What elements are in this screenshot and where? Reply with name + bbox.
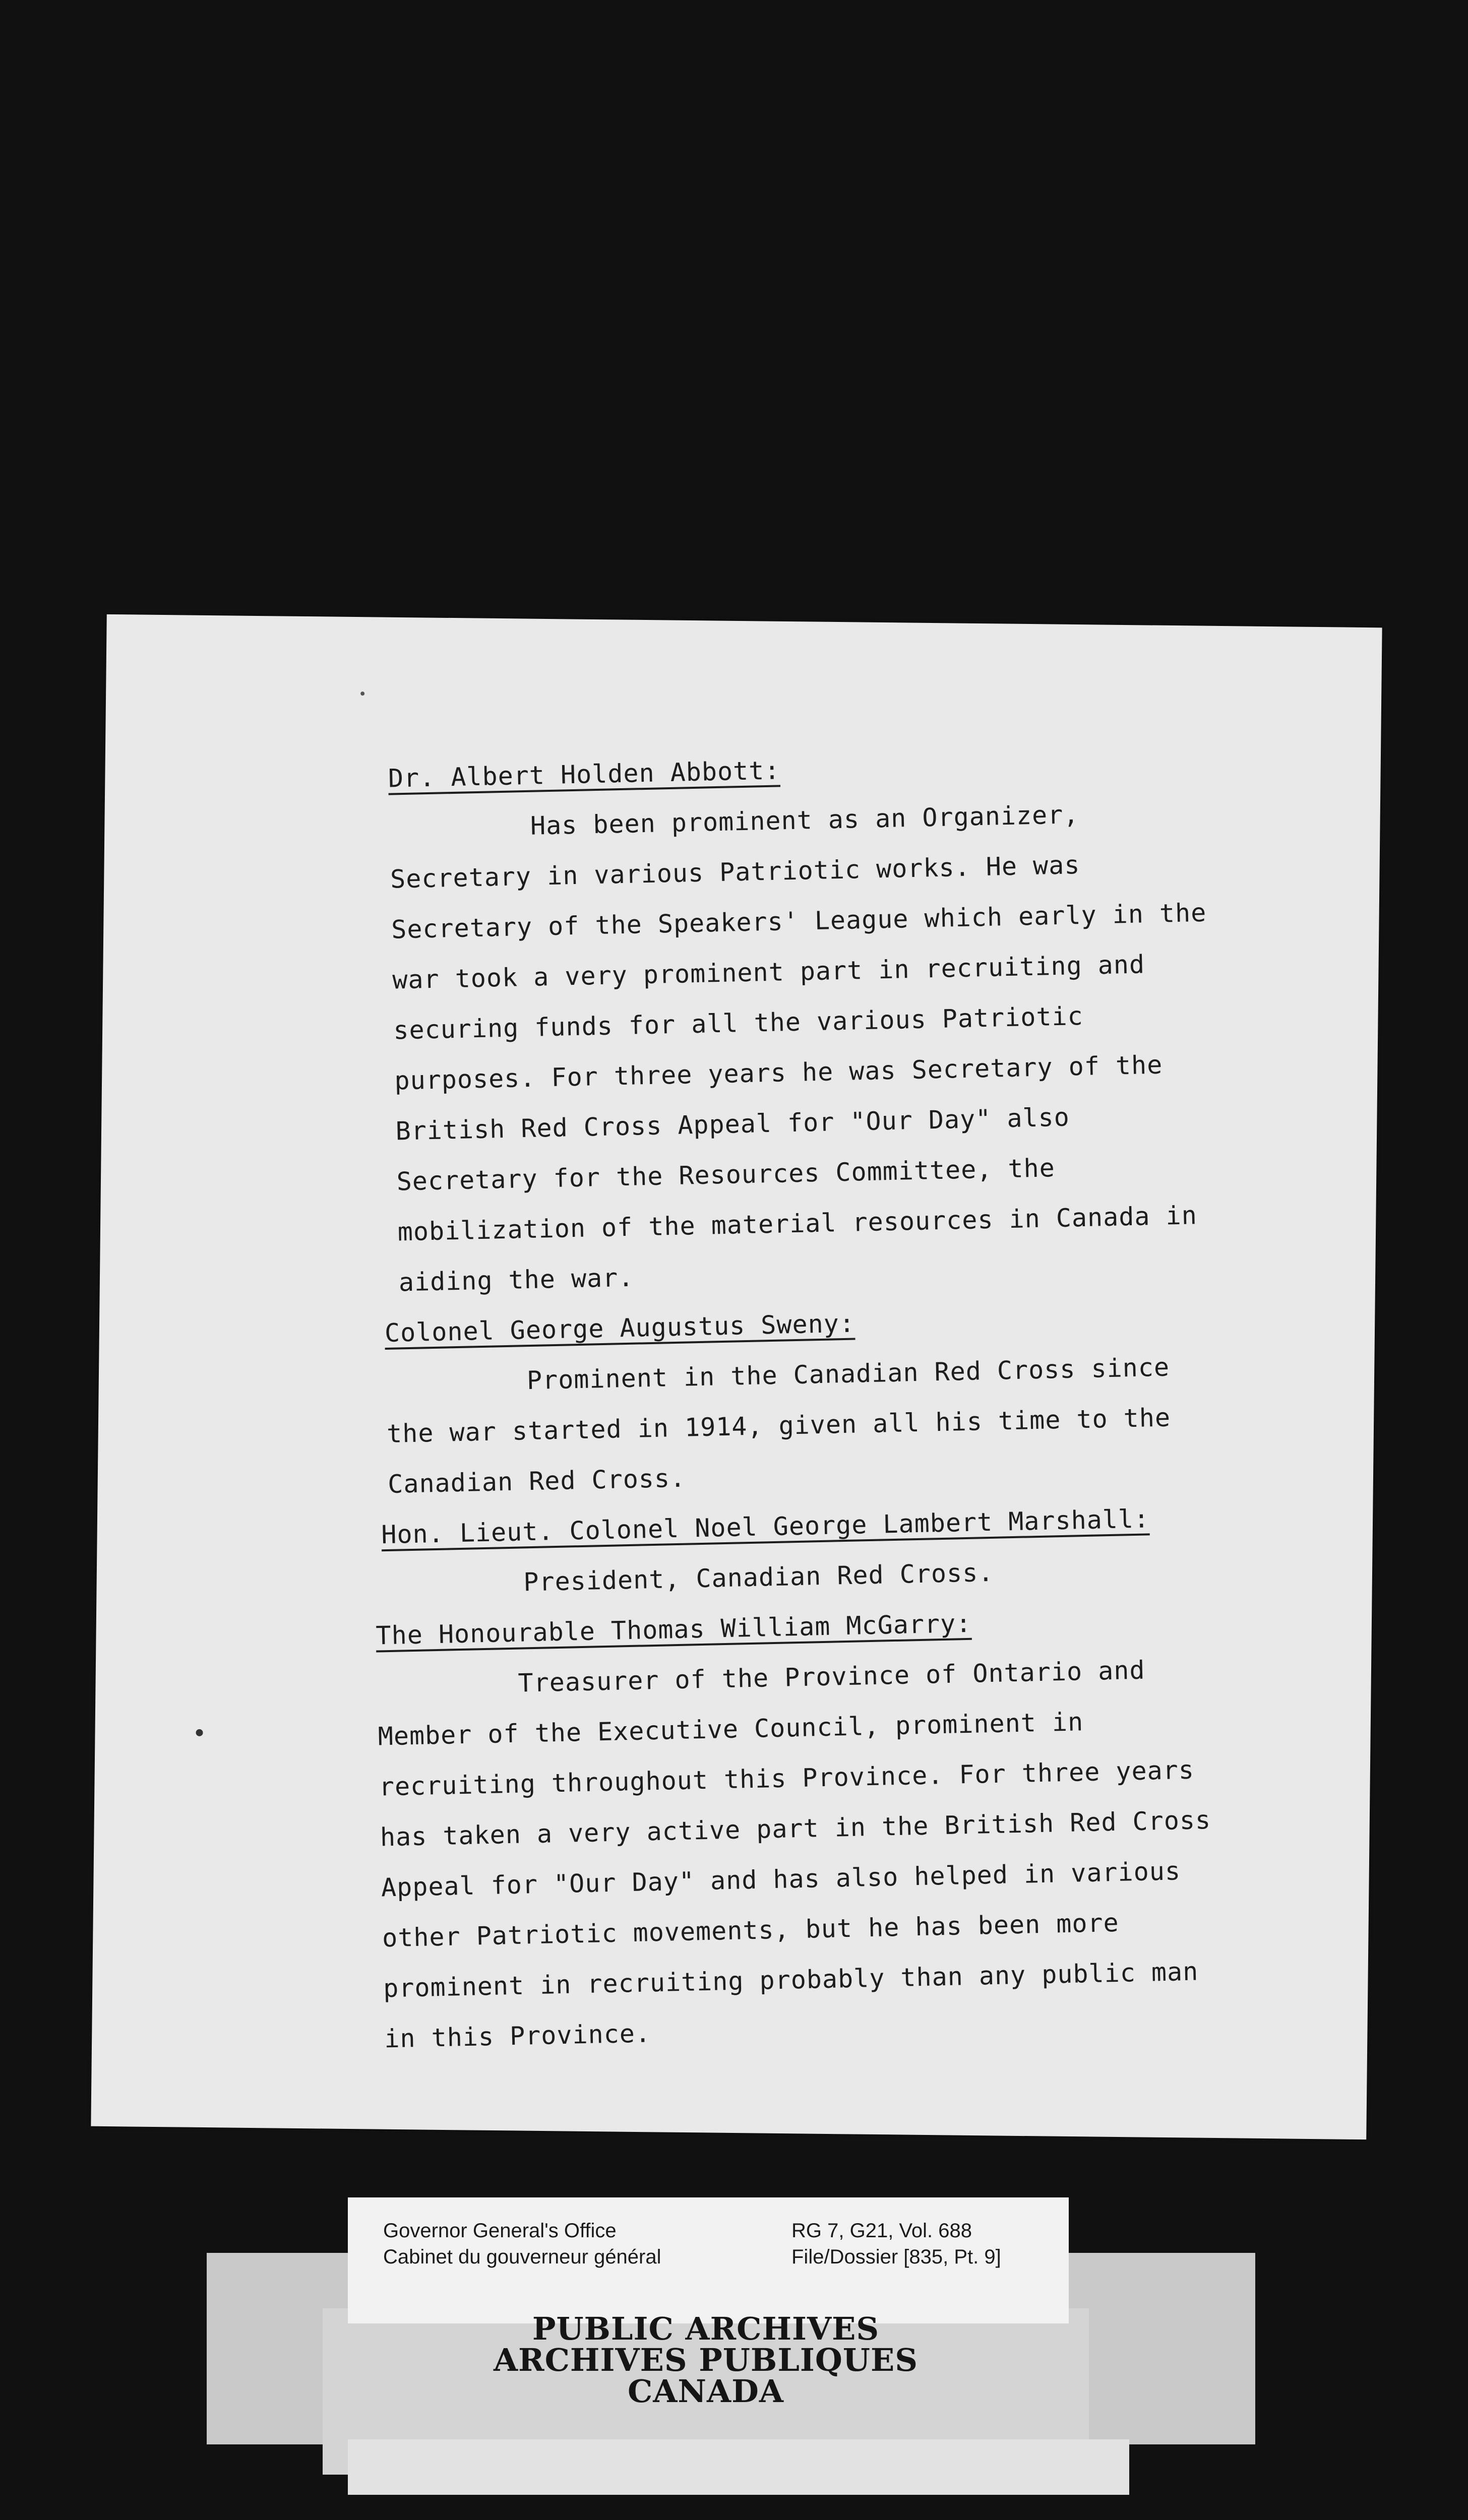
- entry-paragraph: Prominent in the Canadian Red Cross since the war started in 1914, given all his time to the Canadian Red Cross.: [386, 1352, 1171, 1499]
- office-name-fr: Cabinet du gouverneur général: [383, 2246, 661, 2268]
- archive-stamp-footer: [348, 2439, 1129, 2495]
- entry-heading: Colonel George Augustus Sweny:: [384, 1308, 855, 1348]
- entry-heading: Hon. Lieut. Colonel Noel George Lambert Marshall:: [381, 1504, 1150, 1550]
- entry-sweny: [384, 1288, 1361, 1509]
- record-group-reference: RG 7, G21, Vol. 688: [791, 2220, 972, 2242]
- file-reference: [791, 2218, 1001, 2270]
- entry-heading: Dr. Albert Holden Abbott:: [388, 755, 780, 793]
- entry-paragraph: Treasurer of the Province of Ontario and Member of the Executive Council, prominent in recruiting throughout this Province. For three years has taken a very active part in the British Red Cross Appeal for "Our Day" and has also helped in various other Patriotic movements, but he has been more prominent in recruiting probably than any public man in this Province.: [378, 1655, 1211, 2054]
- file-number: File/Dossier [835, Pt. 9]: [791, 2246, 1001, 2268]
- paper-speck: [196, 1729, 203, 1736]
- entry-marshall: [381, 1489, 1363, 1611]
- office-names: [383, 2218, 661, 2270]
- office-name-en: Governor General's Office: [383, 2220, 617, 2242]
- typed-document-page: [91, 614, 1382, 2139]
- typed-text-block: [375, 733, 1373, 2063]
- entry-paragraph: Has been prominent as an Organizer, Secretary in various Patriotic works. He was Secretary of the Speakers' League which early in the war took a very prominent part in recruiting and securing funds for all the various Patriotic purposes. For three years he was Secretary of the British Red Cross Appeal for "Our Day" also Secretary for the Resources Committee, the mobilization of the material resources in Canada in aiding the war.: [390, 799, 1207, 1297]
- entry-paragraph: President, Canadian Red Cross.: [523, 1557, 994, 1597]
- paper-speck: [360, 691, 364, 696]
- entry-mcgarry: [376, 1590, 1373, 2064]
- entry-abbott: [388, 733, 1357, 1308]
- stamp-line-french: ARCHIVES PUBLIQUES: [493, 2342, 919, 2378]
- public-archives-stamp: [323, 2310, 1089, 2410]
- stamp-line-country: CANADA: [627, 2373, 784, 2410]
- archive-reference-label: [348, 2197, 1069, 2323]
- entry-heading: The Honourable Thomas William McGarry:: [375, 1608, 972, 1651]
- stamp-line-english: PUBLIC ARCHIVES: [532, 2310, 880, 2347]
